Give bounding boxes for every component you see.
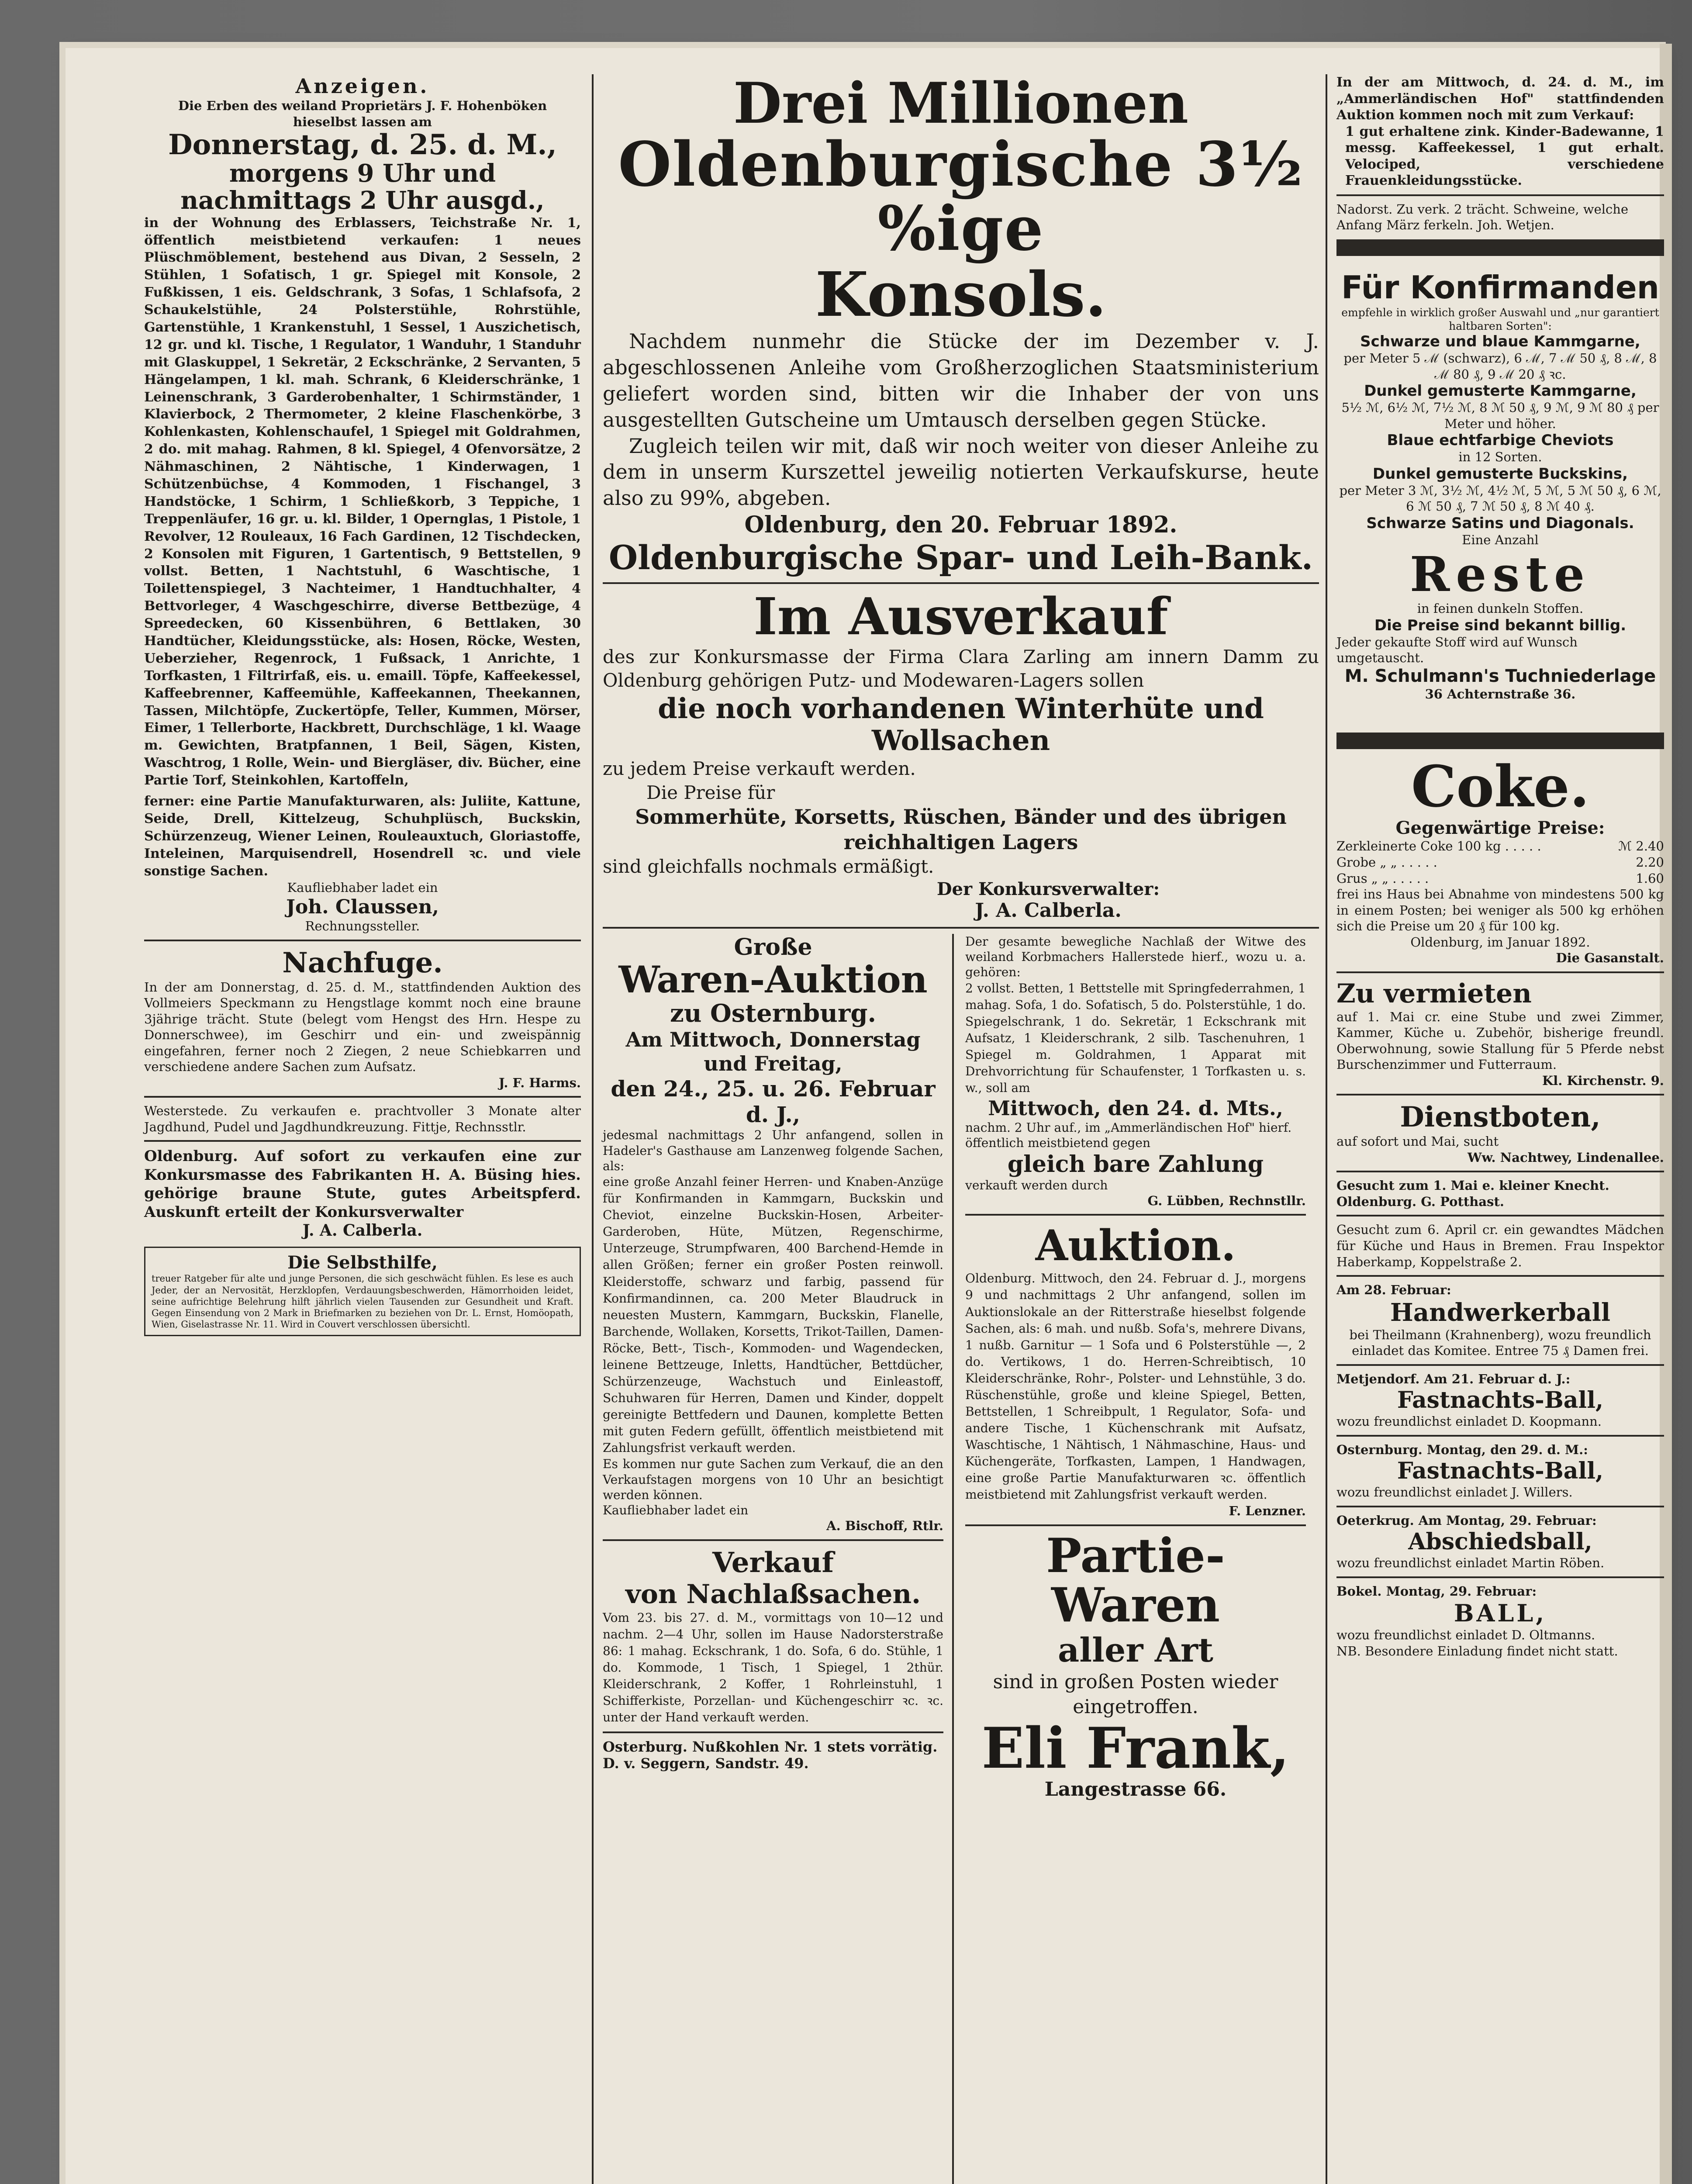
konsols-title2: Oldenburgische 3½ %ige: [618, 129, 1304, 265]
metjen-date: Metjendorf. Am 21. Februar d. J.:: [1336, 1371, 1571, 1386]
auction1-signer-role: Rechnungssteller.: [305, 919, 420, 934]
auction1-ferner: ferner: eine Partie Manufakturwaren, als: Juliite, Kattune, Seide, Drell, Kittelzeug, Schuhplüsch, Buckskin, Schürzenzeug, Wiener Leinen, Rouleauxtuch, Gloriastoffe, Inteleinen, Marquisendrell, Hosendrell ꝛc. und viele sonstige Sachen.: [144, 794, 581, 879]
gesucht2: Gesucht zum 6. April cr. ein gewandtes Mädchen für Küche und Haus in Bremen. Frau Inspektor Haberkamp, Koppelstraße 2.: [1336, 1222, 1664, 1269]
column-rule: [952, 934, 954, 2184]
nachlass-block: [965, 934, 1306, 1800]
auction1-date: Donnerstag, d. 25. d. M.,: [168, 128, 557, 162]
konf-p4: per Meter 3 ℳ, 3½ ℳ, 4½ ℳ, 5 ℳ, 5 ℳ 50 ₰, 6 ℳ, 6 ℳ 50 ₰, 7 ℳ 50 ₰, 8 ℳ 40 ₰.: [1339, 483, 1661, 514]
konf-p2: 5½ ℳ, 6½ ℳ, 7½ ℳ, 8 ℳ 50 ₰, 9 ℳ, 9 ℳ 80 ₰ per Meter und höher.: [1341, 400, 1659, 431]
auktion-left-title1: Große: [734, 933, 812, 961]
black-band: [1336, 239, 1664, 256]
konf-h3: Blaue echtfarbige Cheviots: [1387, 432, 1614, 449]
selbsthilfe-body: treuer Ratgeber für alte und junge Personen, die sich geschwächt fühlen. Es lese es auch Jeder, der an Nervosität, Herzklopfen, Verdauungsbeschwerden, Hämorrhoiden leidet, seine aufrichtige Belehrung hilft jährlich vielen Tausenden zur Gesundheit und Kraft. Gegen Einsendung von 2 Mark in Briefmarken zu beziehen von Dr. L. Ernst, Homöopath, Wien, Giselastrasse Nr. 11. Wird in Couvert verschlossen übersichtl.: [152, 1273, 573, 1330]
konsols-body1: Nachdem nunmehr die Stücke der im Dezember v. J. abgeschlossenen Anleihe vom Großherzoglichen Staatsministerium geliefert worden sind, bitten wir die Inhaber der von uns ausgestellten Gutscheine um Umtausch derselben gegen Stücke.: [603, 329, 1319, 432]
nachlass-body: 2 vollst. Betten, 1 Bettstelle mit Springfederrahmen, 1 mahag. Sofa, 1 do. Sofatisch, 5 do. Polsterstühle, 1 do. Spiegelschrank, 1 do. Sekretär, 1 Eckschrank mit Aufsatz, 1 Kleiderschrank, 2 silb. Taschenuhren, 1 Spiegel m. Goldrahmen, 1 Apparat mit Drehvorrichtung für Schaufenster, 1 Torfkasten u. s. w., soll am: [965, 981, 1306, 1095]
ost-title: Fastnachts-Ball,: [1397, 1458, 1604, 1485]
reste-p3: Jeder gekaufte Stoff wird auf Wunsch umgetauscht.: [1336, 634, 1578, 666]
auction1-buyers: Kaufliebhaber ladet ein: [287, 880, 438, 895]
auction1-body: in der Wohnung des Erblassers, Teichstraße Nr. 1, öffentlich meistbietend verkaufen: 1 neues Plüschmöblement, bestehend aus Divan, 2 Sesseln, 2 Stühlen, 1 Sofatisch, 1 gr. Spiegel mit Konsole, 2 Fußkissen, 1 eis. Geldschrank, 3 Sofas, 1 Schlafsofa, 2 Schaukelstühle, 24 Polsterstühle, Rohrstühle, Gartenstühle, 1 Krankenstuhl, 1 Sessel, 1 Auszichetisch, 12 gr. und kl. Tische, 1 Regulator, 1 Wanduhr, 1 Standuhr mit Glaskuppel, 1 Sekretär, 2 Eckschränke, 2 Servanten, 5 Hängelampen, 1 kl. mah. Schrank, 6 Kleiderschränke, 1 Leinenschrank, 3 Garderobenhalter, 1 Schirmständer, 1 Klavierbock, 2 Thermometer, 2 kleine Flaschenkörbe, 3 Kohlenkasten, Kohlenschaufel, 1 Spiegel mit Goldrahmen, 2 do. mit mahag. Rahmen, 8 kl. Spiegel, 4 Ofenvorsätze, 2 Nähmaschinen, 2 Nähtische, 1 Kinderwagen, 1 Schützenbüchse, 4 Kommoden, 1 Fischangel, 3 Handstöcke, 1 Schirm, 1 Schließkorb, 3 Teppiche, 1 Treppenläufer, 16 gr. u. kl. Bilder, 1 Opernglas, 1 Pistole, 1 Revolver, 12 Rouleaux, 16 Fach Gardinen, 12 Tischdecken, 2 Konsolen mit Figuren, 1 Gartentisch, 9 Bettstellen, 9 vollst. Betten, 1 Nachtstuhl, 6 Waschtische, 1 Toilettenspiegel, 3 Nachteimer, 1 Handtuchhalter, 4 Bettvorleger, 4 Waschgeschirre, diverse Bettbezüge, 4 Spreedecken, 60 Kissenbühren, 6 Bettlaken, 30 Handtücher, Kleidungsstücke, als: Hosen, Röcke, Westen, Ueberzieher, Regenrock, 1 Fußsack, 1 Anrichte, 1 Torfkasten, 1 Filtrirfaß, eis. u. emaill. Töpfe, Kaffeekessel, Kaffeebrenner, Kaffeemühle, Kaffeekannen, Theekannen, Tassen, Milchtöpfe, Zuckertöpfe, Teller, Kummen, Mörser, Eimer, 1 Tellerborte, Hackbrett, Durchschläge, 1 kl. Waage m. Gewichten, Bratpfannen, 1 Beil, Sägen, Kisten, Waschtrog, 1 Rolle, Wein- und Biergläser, div. Bücher, eine Partie Torf, Steinkohlen, Kartoffeln,: [144, 215, 581, 788]
vermieten-title: Zu vermieten: [1336, 978, 1532, 1009]
auction1-intro: Die Erben des weiland Proprietärs J. F. Hohenböken hieselbst lassen am: [178, 98, 547, 129]
konf-intro: empfehle in wirklich großer Auswahl und „nur garantiert haltbaren Sorten":: [1341, 306, 1659, 332]
auktion-right-body: Oldenburg. Mittwoch, den 24. Februar d. J., morgens 9 und nachmittags 2 Uhr anfangend, sollen im Auktionslokale an der Ritterstraße hieselbst folgende Sachen, als: 6 mah. und nußb. Sofa's, mehrere Divans, 1 nußb. Garnitur — 1 Sofa und 6 Polsterstühle —, 2 do. Vertikows, 1 do. Herren-Schreibtisch, 10 Kleiderschränke, Rohr-, Polster- und Lehnstühle, 3 do. Rüschenstühle, große und kleine Spiegel, Betten, Bettstellen, 1 Schreibpult, 1 Regulator, Sofa- und andere Tische, 1 Küchenschrank mit Aufsatz, Waschtische, 1 Nähtisch, 1 Nähmaschine, Haus- und Küchengeräte, Torfkasten, Lampen, 1 Handwagen, eine große Partie Manufakturwaren ꝛc. öffentlich meistbietend mit Zahlungsfrist verkauft werden.: [965, 1271, 1306, 1502]
konf-h5: Schwarze Satins und Diagonals.: [1366, 514, 1634, 532]
coke-row-label: Grobe „ „ . . . . .: [1336, 854, 1437, 870]
reste-name: M. Schulmann's Tuchniederlage: [1344, 666, 1656, 686]
coke-sub: Gegenwärtige Preise:: [1395, 818, 1605, 839]
coke-signer: Die Gasanstalt.: [1556, 950, 1664, 966]
auktion-left-when: Am Mittwoch, Donnerstag und Freitag,: [625, 1027, 921, 1076]
anzeigen-title: Anzeigen.: [295, 74, 430, 98]
ammer-items: 1 gut erhaltene zink. Kinder-Badewanne, 1 messg. Kaffeekessel, 1 gut erhalt. Velociped, verschiedene Frauenkleidungsstücke.: [1345, 124, 1664, 188]
vermieten-signer: Kl. Kirchenstr. 9.: [1542, 1073, 1664, 1088]
bokel-body: wozu freundlichst einladet D. Oltmanns.: [1336, 1628, 1595, 1643]
divider: [1336, 1576, 1664, 1578]
selbsthilfe-box: [144, 1247, 581, 1336]
kohlen-ad: Osterburg. Nußkohlen Nr. 1 stets vorrätig. D. v. Seggern, Sandstr. 49.: [603, 1738, 938, 1772]
coke-price-list: [1336, 838, 1664, 886]
bokel-nb: NB. Besondere Einladung findet nicht statt.: [1336, 1643, 1618, 1659]
column-right: [1336, 74, 1664, 1659]
auktion-left-time: jedesmal nachmittags 2 Uhr anfangend, sollen in Hadeler's Gasthause am Lanzenweg folgende Sachen, als:: [603, 1128, 943, 1173]
reste-address: 36 Achternstraße 36.: [1425, 686, 1576, 702]
westerstede-ad: Westerstede. Zu verkaufen e. prachtvoller 3 Monate alter Jagdhund, Pudel und Jagdhundkreuzung. Fittje, Rechnsstlr.: [144, 1103, 581, 1134]
auktion-left-signer: A. Bischoff, Rtlr.: [826, 1518, 943, 1534]
bokel-title: BALL,: [1454, 1599, 1547, 1628]
nachlass-signer: G. Lübben, Rechnstllr.: [1147, 1193, 1306, 1208]
etz-body: wozu freundlichst einladet Martin Röben.: [1336, 1555, 1605, 1571]
column-left: [144, 74, 581, 1340]
black-band: [1336, 733, 1664, 749]
divider: [1336, 194, 1664, 196]
coke-row: [1336, 854, 1664, 871]
konsols-date: Oldenburg, den 20. Februar 1892.: [744, 511, 1177, 538]
coke-date: Oldenburg, im Januar 1892.: [1410, 934, 1590, 950]
middle-lower-grid: [603, 934, 1319, 2184]
hw-title: Handwerkerball: [1390, 1298, 1611, 1327]
ausverkauf-signer-role: Der Konkursverwalter:: [936, 878, 1160, 899]
coke-row-label: Grus „ „ . . . . .: [1336, 871, 1429, 886]
coke-row-price: ℳ 2.40: [1618, 839, 1664, 854]
partie-title1: Partie-Waren: [1046, 1528, 1225, 1633]
divider: [144, 1140, 581, 1142]
hw-date: Am 28. Februar:: [1336, 1282, 1451, 1298]
coke-row: [1336, 838, 1664, 854]
konf-h4: Dunkel gemusterte Buckskins,: [1372, 465, 1628, 483]
nachlass-date: Mittwoch, den 24. d. Mts.,: [988, 1096, 1283, 1120]
divider: [603, 1731, 943, 1733]
coke-row: [1336, 871, 1664, 887]
gesucht1: Gesucht zum 1. Mai e. kleiner Knecht. Oldenburg. G. Potthast.: [1336, 1178, 1609, 1209]
auction1-time1: morgens 9 Uhr und: [229, 159, 496, 188]
oldenburg-ad: Oldenburg. Auf sofort zu verkaufen eine zur Konkursmasse des Fabrikanten H. A. Büsing hies. gehörige braune Stute, gutes Arbeitspferd. Auskunft erteilt der Konkursverwalter: [144, 1147, 581, 1221]
nachfuge-signer: J. F. Harms.: [498, 1075, 581, 1090]
ausverkauf-body3: Die Preise für: [646, 781, 775, 803]
nachfuge-body: In der am Donnerstag, d. 25. d. M., stattfindenden Auktion des Vollmeiers Speckmann zu Hengstlage kommt noch eine braune 3jährige trächt. Stute (belegt vom Hengst des Hrn. Hespe zu Donnerschwee), im Geschirr und ein- und zweispännig eingefahren, ferner noch 2 Ziegen, 2 neue Schiebkarren und verschiedene andere Sachen zum Aufsatz.: [144, 979, 581, 1075]
konf-p3: in 12 Sorten.: [1458, 449, 1542, 465]
divider: [1336, 1435, 1664, 1437]
divider: [965, 1524, 1306, 1526]
auktion-left-date: den 24., 25. u. 26. Februar d. J.,: [611, 1076, 936, 1128]
oldenburg-signer: J. A. Calberla.: [302, 1221, 423, 1240]
nachlass-time: nachm. 2 Uhr auf., im „Ammerländischen Hof" hierf. öffentlich meistbietend gegen: [965, 1120, 1292, 1151]
auktion-right-title: Auktion.: [1035, 1221, 1236, 1271]
divider: [603, 1539, 943, 1541]
partie-body: sind in großen Posten wieder eingetroffen.: [993, 1670, 1278, 1718]
coke-body: frei ins Haus bei Abnahme von mindestens 500 kg in einem Posten; bei weniger als 500 kg erhöhen sich die Preise um 20 ₰ für 100 kg.: [1336, 887, 1664, 934]
column-rule: [1326, 74, 1327, 2184]
auction1-signer: Joh. Claussen,: [286, 896, 439, 919]
divider: [1336, 1094, 1664, 1095]
dienst-signer: Ww. Nachtwey, Lindenallee.: [1467, 1150, 1664, 1165]
konf-h1: Schwarze und blaue Kammgarne,: [1360, 333, 1640, 351]
ausverkauf-highlight: die noch vorhandenen Winterhüte und Wollsachen: [658, 692, 1264, 757]
verkauf-title1: Verkauf: [712, 1546, 834, 1579]
ausverkauf-body2: zu jedem Preise verkauft werden.: [603, 757, 916, 779]
metjen-title: Fastnachts-Ball,: [1397, 1387, 1604, 1414]
konf-p1: per Meter 5 ℳ (schwarz), 6 ℳ, 7 ℳ 50 ₰, 8 ℳ, 8 ℳ 80 ₰, 9 ℳ 20 ₰ ꝛc.: [1343, 351, 1657, 382]
auktion-left-title2: Waren-Auktion: [618, 957, 928, 1001]
konf-p5: Eine Anzahl: [1462, 532, 1539, 547]
divider: [965, 1214, 1306, 1216]
hw-body: bei Theilmann (Krahnenberg), wozu freundlich einladet das Komitee. Entree 75 ₰ Damen frei.: [1349, 1327, 1651, 1358]
konsols-title1: Drei Millionen: [733, 71, 1189, 136]
vermieten-body: auf 1. Mai cr. eine Stube und zwei Zimmer, Kammer, Küche u. Zubehör, bisherige freundl. Oberwohnung, sowie Stallung für 5 Pferde nebst Burschenzimmer und Futterraum.: [1336, 1009, 1664, 1072]
partie-title2: aller Art: [1058, 1630, 1213, 1669]
auktion-left-block: [603, 934, 943, 1772]
selbsthilfe-title: Die Selbsthilfe,: [287, 1252, 438, 1273]
reste-p1: in feinen dunkeln Stoffen.: [1417, 601, 1584, 616]
bokel-date: Bokel. Montag, 29. Februar:: [1336, 1583, 1537, 1599]
konsols-body2: Zugleich teilen wir mit, daß wir noch weiter von dieser Anleihe zu dem in unserm Kurszettel jeweilig notierten Verkaufskurse, heute also zu 99%, abgeben.: [603, 434, 1319, 510]
konf-h2: Dunkel gemusterte Kammgarne,: [1364, 382, 1637, 400]
ausverkauf-title: Im Ausverkauf: [753, 587, 1168, 646]
ost-body: wozu freundlichst einladet J. Willers.: [1336, 1485, 1573, 1500]
divider: [1336, 1171, 1664, 1172]
coke-row-price: 2.20: [1636, 854, 1664, 870]
column-middle: [603, 71, 1319, 2184]
verkauf-body: Vom 23. bis 27. d. M., vormittags von 10—12 und nachm. 2—4 Uhr, sollen im Hause Nadorsterstraße 86: 1 mahag. Eckschrank, 1 do. Sofa, 6 do. Stühle, 1 do. Kommode, 1 Tisch, 1 Spiegel, 1 2thür. Kleiderschrank, 2 Koffer, 1 Rohrleinstuhl, 1 Schifferkiste, Porzellan- und Küchengeschirr ꝛc. ꝛc. unter der Hand verkauft werden.: [603, 1610, 943, 1725]
auktion-left-buyers: Kaufliebhaber ladet ein: [603, 1503, 749, 1518]
konf-title: Für Konfirmanden: [1341, 269, 1660, 306]
verkauf-title2: von Nachlaßsachen.: [625, 1579, 921, 1610]
dienst-body: auf sofort und Mai, sucht: [1336, 1134, 1499, 1149]
coke-title: Coke.: [1411, 753, 1590, 820]
konsols-bank: Oldenburgische Spar- und Leih-Bank.: [608, 538, 1313, 577]
auction1-time2: nachmittags 2 Uhr ausgd.,: [180, 186, 545, 215]
dienst-title: Dienstboten,: [1400, 1101, 1601, 1134]
divider: [1336, 1506, 1664, 1507]
auktion-left-body2: Es kommen nur gute Sachen zum Verkauf, die an den Verkaufstagen morgens von 10 Uhr an besichtigt werden können.: [603, 1457, 943, 1502]
ost-date: Osternburg. Montag, den 29. d. M.:: [1336, 1442, 1588, 1457]
partie-name: Eli Frank,: [981, 1716, 1290, 1782]
metjen-body: wozu freundlichst einladet D. Koopmann.: [1336, 1414, 1602, 1429]
partie-address: Langestrasse 66.: [1044, 1778, 1227, 1800]
ausverkauf-body1: des zur Konkursmasse der Firma Clara Zarling am innern Damm zu Oldenburg gehörigen Putz- und Modewaren-Lagers sollen: [603, 646, 1319, 691]
auktion-right-signer: F. Lenzner.: [1229, 1503, 1306, 1519]
divider: [144, 940, 581, 941]
ammer-body: In der am Mittwoch, d. 24. d. M., im „Ammerländischen Hof" stattfindenden Auktion kommen noch mit zum Verkauf:: [1336, 75, 1664, 123]
coke-row-price: 1.60: [1636, 871, 1664, 886]
etz-title: Abschiedsball,: [1408, 1528, 1592, 1555]
divider: [603, 927, 1319, 929]
nachlass-payment: gleich bare Zahlung: [1007, 1151, 1264, 1178]
ausverkauf-signer: J. A. Calberla.: [975, 899, 1122, 922]
coke-row-label: Zerkleinerte Coke 100 kg . . . . .: [1336, 839, 1541, 854]
divider: [144, 1096, 581, 1098]
nadorst-ad: Nadorst. Zu verk. 2 trächt. Schweine, welche Anfang März ferkeln. Joh. Wetjen.: [1336, 201, 1629, 233]
reste-p2: Die Preise sind bekannt billig.: [1374, 616, 1626, 634]
divider: [1336, 971, 1664, 973]
reste-title: Reste: [1409, 546, 1591, 603]
ausverkauf-highlight2: Sommerhüte, Korsetts, Rüschen, Bänder und des übrigen reichhaltigen Lagers: [635, 805, 1287, 854]
etz-date: Oeterkrug. Am Montag, 29. Februar:: [1336, 1513, 1597, 1528]
konsols-title3: Konsols.: [815, 259, 1107, 331]
auktion-left-title3: zu Osternburg.: [670, 999, 877, 1028]
column-rule: [592, 74, 594, 2184]
nachfuge-title: Nachfuge.: [282, 946, 443, 979]
nachlass-end: verkauft werden durch: [965, 1178, 1108, 1192]
divider: [1336, 1275, 1664, 1277]
auktion-left-body: eine große Anzahl feiner Herren- und Knaben-Anzüge für Konfirmanden in Kammgarn, Buckskin und Cheviot, einzelne Buckskin-Hosen, Arbeiter-Garderoben, Hüte, Mützen, Regenschirme, Unterzeuge, Strumpfwaren, 400 Barchend-Hemde in allen Größen; ferner ein großer Posten reinwoll. Kleiderstoffe, schwarz und farbig, passend für Konfirmandinnen, ca. 200 Meter Blaudruck in neuesten Mustern, Kammgarn, Buckskin, Flanelle, Barchende, Wollaken, Korsetts, Trikot-Taillen, Damen-Röcke, Bett-, Tisch-, Kommoden- und Wagendecken, leinene Bettzeuge, Inletts, Handtücher, Bettdücher, Schürzenzeuge, Wachstuch und Einleastoff, Schuhwaren für Herren, Damen und Kinder, doppelt gereinigte Bettfedern und Daunen, komplette Betten mit guten Federn gefüllt, öffentlich meistbietend mit Zahlungsfrist verkauft werden.: [603, 1175, 943, 1455]
ausverkauf-body4: sind gleichfalls nochmals ermäßigt.: [603, 856, 934, 878]
divider: [603, 582, 1319, 584]
nachlass-intro: Der gesamte bewegliche Nachlaß der Witwe des weiland Korbmachers Hallerstede hierf., wozu u. a. gehören:: [965, 934, 1306, 980]
divider: [1336, 1215, 1664, 1216]
divider: [1336, 1364, 1664, 1366]
